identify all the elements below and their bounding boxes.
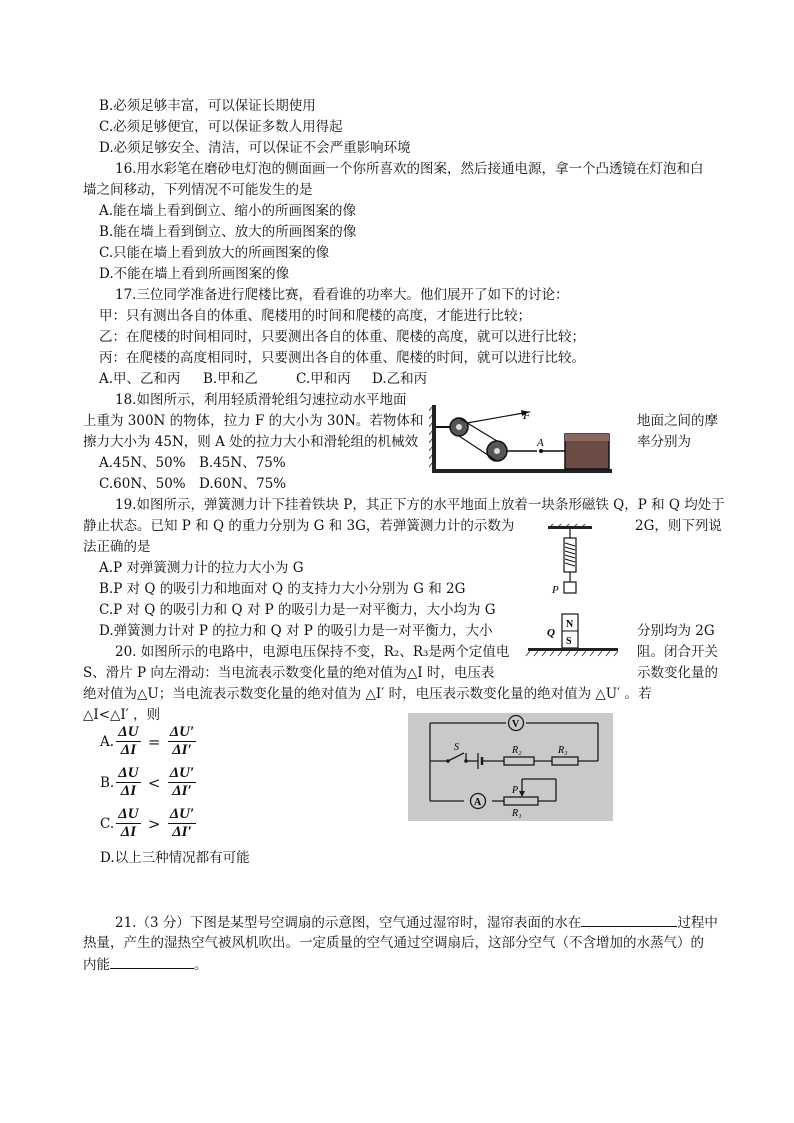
option-c-label: C. xyxy=(100,815,115,832)
q18-stem-line3b: 率分别为 xyxy=(637,434,691,450)
q17-option-a: A.甲、乙和丙 xyxy=(99,371,181,387)
answer-blank-2[interactable] xyxy=(110,954,194,969)
q16-option-b: B.能在墙上看到倒立、放大的所画图案的像 xyxy=(99,224,357,240)
equals-sign: = xyxy=(147,732,161,751)
q20-stem-line3: 绝对值为△U；当电流表示数变化量的绝对值为 △I′ 时，电压表示数变化量的绝对值为 △U′ 。若 xyxy=(83,686,652,702)
q20-option-a xyxy=(100,724,196,764)
option-a-label: A. xyxy=(100,733,115,750)
block-p-label: P xyxy=(552,584,559,596)
point-a-label: A xyxy=(537,437,544,449)
magnet-s-label: S xyxy=(566,636,572,647)
q19-option-d-tail: 分别均为 2G xyxy=(637,623,715,639)
fraction-du2-di2: $\frac{\Delta U'}{\Delta I'}$ xyxy=(169,765,195,799)
q16-option-c: C.只能在墙上看到放大的所画图案的像 xyxy=(99,245,330,261)
q18-stem-line3a: 擦力大小为 45N，则 A 处的拉力大小和滑轮组的机械效 xyxy=(83,434,419,450)
r3-label: R₃ xyxy=(558,745,568,756)
q19-stem-line1: 19.如图所示，弹簧测力计下挂着铁块 P，其正下方的水平地面上放着一块条形磁铁 Q，P 和 Q 均处于 xyxy=(115,497,725,513)
q20-option-b xyxy=(100,765,196,805)
q18-option-c: C.60N、50% xyxy=(99,476,186,492)
pulley-system-figure xyxy=(429,403,615,475)
switch-s-label: S xyxy=(454,742,459,753)
q21-stem-line1: 21.（3 分）下图是某型号空调扇的示意图，空气通过湿帘时，湿帘表面的水在 过程中 xyxy=(115,912,718,933)
q18-option-a: A.45N、50% xyxy=(99,455,186,471)
q16-stem-line1: 16.用水彩笔在磨砂电灯泡的侧面画一个你所喜欢的图案，然后接通电源，拿一个凸透镜在灯泡和白 xyxy=(115,161,704,177)
r1-label: R₁ xyxy=(512,808,522,819)
fraction-du2-di2: $\frac{\Delta U'}{\Delta I'}$ xyxy=(169,724,195,758)
r2-label: R₂ xyxy=(512,745,522,756)
fraction-du-di: $\frac{\Delta U}{\Delta I}$ xyxy=(118,724,139,758)
q19-stem-line2b: 2G，则下列说 xyxy=(635,518,722,534)
q15-option-d: D.必须足够安全、清洁，可以保证不会严重影响环境 xyxy=(99,140,411,156)
answer-blank-1[interactable] xyxy=(581,912,677,927)
less-than-sign: < xyxy=(147,773,161,792)
q16-option-a: A.能在墙上看到倒立、缩小的所画图案的像 xyxy=(99,203,357,219)
q19-stem-line2a: 静止状态。已知 P 和 Q 的重力分别为 G 和 3G，若弹簧测力计的示数为 xyxy=(83,518,515,534)
q16-stem-line2: 墙之间移动，下列情况不可能发生的是 xyxy=(83,182,313,198)
q20-stem-line1b: 阻。闭合开关 xyxy=(637,644,718,660)
fraction-du2-di2: $\frac{\Delta U'}{\Delta I'}$ xyxy=(169,806,195,840)
q19-option-d: D.弹簧测力计对 P 的拉力和 Q 对 P 的吸引力是一对平衡力，大小 xyxy=(99,623,493,639)
q18-stem-line2a: 上重为 300N 的物体，拉力 F 的大小为 30N。若物体和 xyxy=(83,413,424,429)
q15-option-b: B.必须足够丰富，可以保证长期使用 xyxy=(99,98,316,114)
q20-stem-line4: △I<△I′ ，则 xyxy=(83,707,161,723)
q15-option-c: C.必须足够便宜，可以保证多数人用得起 xyxy=(99,119,343,135)
q18-stem-line2b: 地面之间的摩 xyxy=(637,413,718,429)
q20-stem-line1a: 20. 如图所示的电路中，电源电压保持不变，R₂、R₃是两个定值电 xyxy=(115,644,510,660)
q21-stem-line3: 内能 。 xyxy=(83,954,208,975)
q19-option-b: B.P 对 Q 的吸引力和地面对 Q 的支持力大小分别为 G 和 2G xyxy=(99,581,466,597)
greater-than-sign: > xyxy=(147,814,161,833)
q17-statement-yi: 乙：在爬楼的时间相同时，只要测出各自的体重、爬楼的高度，就可以进行比较； xyxy=(99,329,585,345)
q17-statement-bing: 丙：在爬楼的高度相同时，只要测出各自的体重、爬楼的时间，就可以进行比较。 xyxy=(99,350,585,366)
fraction-du-di: $\frac{\Delta U}{\Delta I}$ xyxy=(118,806,139,840)
q19-option-a: A.P 对弹簧测力计的拉力大小为 G xyxy=(99,560,304,576)
q19-option-c: C.P 对 Q 的吸引力和 Q 对 P 的吸引力是一对平衡力，大小均为 G xyxy=(99,602,496,618)
circuit-figure xyxy=(408,713,613,821)
spring-magnet-figure xyxy=(518,524,622,660)
voltmeter-label: V xyxy=(512,719,520,730)
q20-option-c xyxy=(100,806,196,846)
magnet-n-label: N xyxy=(566,619,574,630)
ammeter-label: A xyxy=(474,797,482,808)
q18-stem-line1: 18.如图所示，利用轻质滑轮组匀速拉动水平地面 xyxy=(115,392,407,408)
q17-stem: 17.三位同学准备进行爬楼比赛，看看谁的功率大。他们展开了如下的讨论： xyxy=(115,287,569,303)
q18-option-d: D.60N、75% xyxy=(199,476,287,492)
q16-option-d: D.不能在墙上看到所画图案的像 xyxy=(99,266,290,282)
q19-stem-line3: 法正确的是 xyxy=(83,539,151,555)
magnet-q-label: Q xyxy=(547,627,555,639)
q18-option-b: B.45N、75% xyxy=(199,455,286,471)
q17-option-d: D.乙和丙 xyxy=(372,371,428,387)
q17-statement-jia: 甲：只有测出各自的体重、爬楼用的时间和爬楼的高度，才能进行比较； xyxy=(99,308,531,324)
q21-stem-line2: 热量，产生的湿热空气被风机吹出。一定质量的空气通过空调扇后，这部分空气（不含增加的水蒸气）的 xyxy=(83,935,704,951)
fraction-du-di: $\frac{\Delta U}{\Delta I}$ xyxy=(118,765,139,799)
q20-stem-line2a: S、滑片 P 向左滑动：当电流表示数变化量的绝对值为△I 时，电压表 xyxy=(83,665,495,681)
q17-option-c: C.甲和丙 xyxy=(296,371,351,387)
slider-p-label: P xyxy=(512,785,519,796)
force-f-label: F xyxy=(523,408,531,422)
option-b-label: B. xyxy=(100,774,115,791)
q20-option-d: D.以上三种情况都有可能 xyxy=(100,850,250,866)
q20-stem-line2b: 示数变化量的 xyxy=(637,665,718,681)
q17-option-b: B.甲和乙 xyxy=(203,371,258,387)
